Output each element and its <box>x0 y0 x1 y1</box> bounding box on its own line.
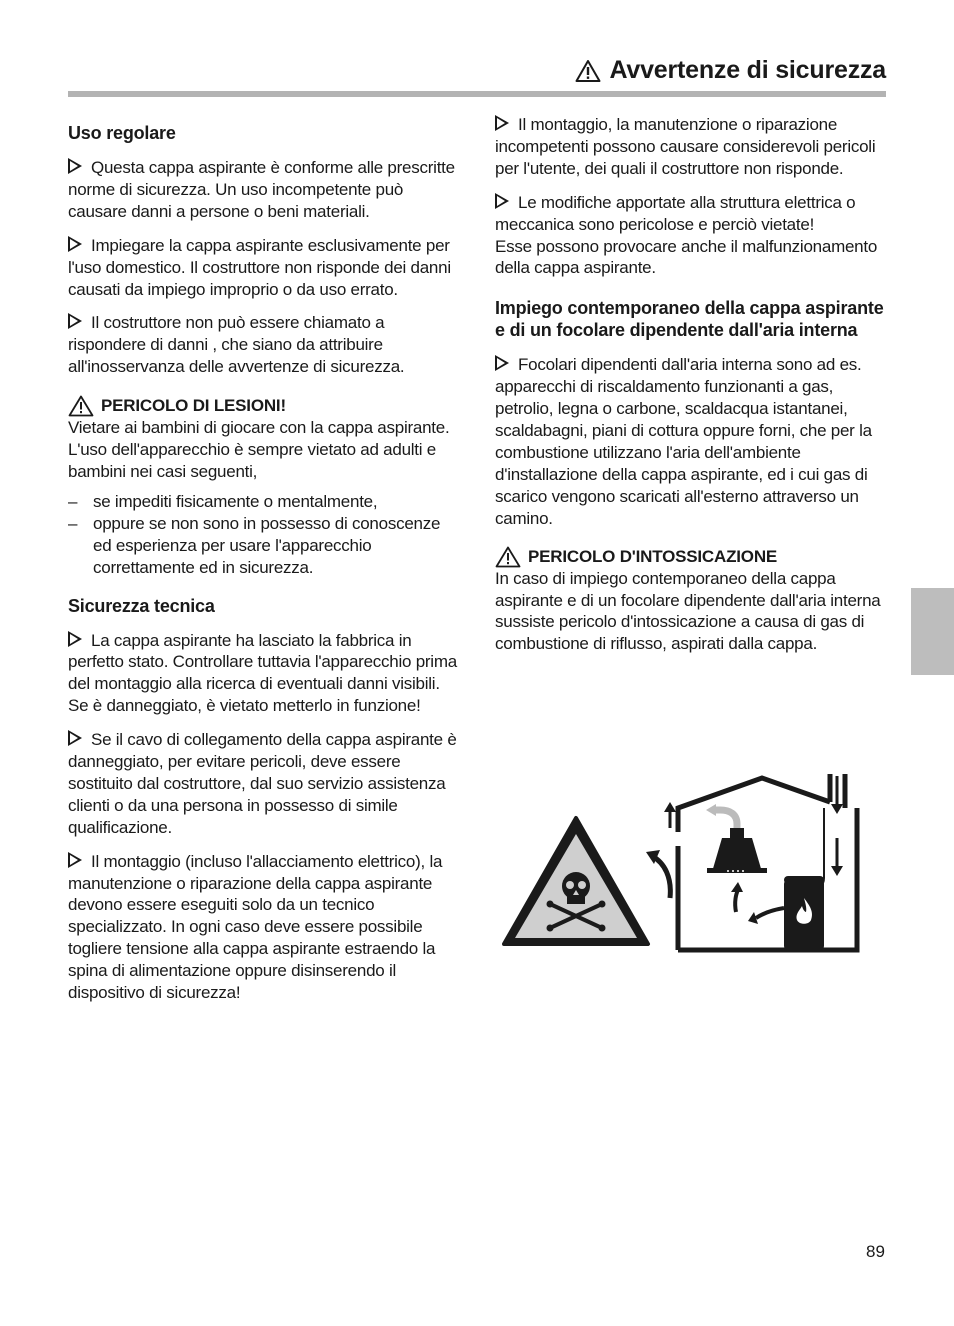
left-column <box>68 116 463 1016</box>
triangle-bullet-icon <box>495 193 509 209</box>
dash-list <box>68 491 463 579</box>
warning-icon <box>68 395 94 417</box>
chimney-arrows-icon <box>831 776 843 876</box>
paragraph-focolare: Focolari dipendenti dall'aria interna sono ad es. apparecchi di riscaldamento funzionanti a gas, petrolio, legna o carbone, scaldacqua istantanei, scaldabagni, piani di cottura oppure forni, che per la combustione utilizzano l'aria dell'ambiente d'installazione della cappa aspirante, ed i cui gas di scarico vengono scaricati all'esterno attraverso un camino. <box>495 355 872 528</box>
triangle-bullet-icon <box>68 313 82 329</box>
paragraph-uso-3: Il costruttore non può essere chiamato a rispondere di danni , che siano da attribuire all'inosservanza delle avvertenze di sicurezza. <box>68 313 405 377</box>
list-item: – se impediti fisicamente o mentalmente, <box>68 491 463 513</box>
warning-icon <box>575 59 601 83</box>
list-item: – oppure se non sono in possesso di conoscenze ed esperienza per usare l'apparecchio correttamente ed in sicurezza. <box>68 513 463 579</box>
stove-fire-icon <box>748 876 824 950</box>
house-outline <box>678 774 857 950</box>
section-heading-tecnica: Sicurezza tecnica <box>68 595 215 616</box>
warning-lesioni-text: Vietare ai bambini di giocare con la cappa aspirante. L'uso dell'apparecchio è sempre vietato ad adulti e bambini nei casi seguenti, <box>68 418 450 481</box>
page-title <box>575 56 886 85</box>
page-title-text: Avvertenze di sicurezza <box>609 56 886 84</box>
right-column <box>495 114 887 667</box>
side-tab <box>911 588 954 675</box>
triangle-bullet-icon <box>68 158 82 174</box>
paragraph-tecnica-3: Il montaggio (incluso l'allacciamento elettrico), la manutenzione o riparazione della cappa aspirante devono essere eseguiti solo da un tecnico specializzato. In ogni caso deve essere possibile togliere tensione alla cappa aspirante estraendo la spina di alimentazione oppure disinserendo il dispositivo di sicurezza! <box>68 851 443 1003</box>
header-rule <box>68 91 886 97</box>
paragraph-right-2: Le modifiche apportate alla struttura elettrica o meccanica sono pericolose e perciò vietate! <box>495 192 856 234</box>
paragraph-right-1: Il montaggio, la manutenzione o riparazione incompetenti possono causare considerevoli pericoli per l'utente, dei quali il costruttore non risponde. <box>495 115 876 178</box>
warning-intossicazione-text: In caso di impiego contemporaneo della cappa aspirante e di un focolare dipendente dall'aria interna sussiste pericolo d'intossicazione a causa di gas di combustione di riflusso, aspirati dalla cappa. <box>495 568 881 654</box>
triangle-bullet-icon <box>68 236 82 252</box>
warning-lesioni-title: PERICOLO DI LESIONI! <box>68 395 463 417</box>
triangle-bullet-icon <box>495 115 509 131</box>
skull-warning-sign-icon <box>504 818 648 944</box>
triangle-bullet-icon <box>495 355 509 371</box>
poisoning-hazard-illustration <box>500 768 870 958</box>
paragraph-uso-2: Impiegare la cappa aspirante esclusivamente per l'uso domestico. Il costruttore non risponde dei danni causati da impiego improprio o da uso errato. <box>68 235 451 299</box>
paragraph-uso-1: Questa cappa aspirante è conforme alle prescritte norme di sicurezza. Un uso incompetente può causare danni a persone o beni materiali. <box>68 158 455 221</box>
section-heading-focolare: Impiego contemporaneo della cappa aspirante e di un focolare dipendente dall'aria interna <box>495 298 884 341</box>
triangle-bullet-icon <box>68 631 82 647</box>
triangle-bullet-icon <box>68 852 82 868</box>
triangle-bullet-icon <box>68 730 82 746</box>
page-number: 89 <box>866 1242 885 1261</box>
curved-arrow-icon <box>652 856 670 898</box>
paragraph-tecnica-1: La cappa aspirante ha lasciato la fabbrica in perfetto stato. Controllare tuttavia l'apparecchio prima del montaggio alla ricerca di eventuali danni visibili. Se è danneggiato, è vietato metterlo in funzione! <box>68 630 457 716</box>
warning-intossicazione-title: PERICOLO D'INTOSSICAZIONE <box>495 546 887 568</box>
section-heading-uso: Uso regolare <box>68 123 176 143</box>
warning-icon <box>495 546 521 568</box>
paragraph-right-2b: Esse possono provocare anche il malfunzionamento della cappa aspirante. <box>495 236 878 278</box>
paragraph-tecnica-2: Se il cavo di collegamento della cappa aspirante è danneggiato, per evitare pericoli, deve essere sostituito dal costruttore, dal suo servizio assistenza clienti o da una persona in possesso di simile qualificazione. <box>68 730 457 837</box>
